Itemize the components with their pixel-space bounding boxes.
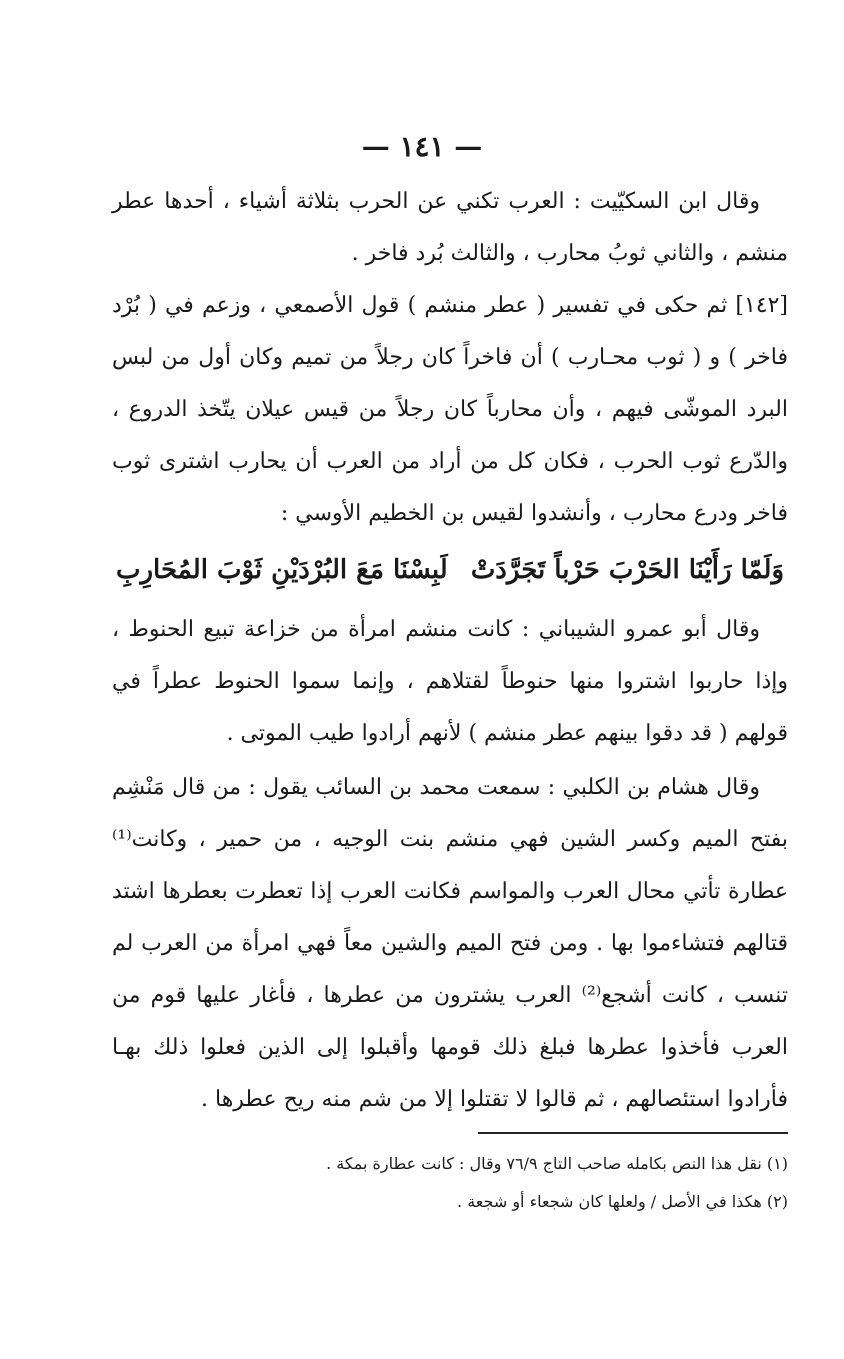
paragraph-3-block [112, 604, 788, 760]
paragraph-ibn-al-sikkit: وقال ابن السكيّيت : العرب تكني عن الحرب بثلاثة أشياء ، أحدها عطر منشم ، والثاني ثوبُ محارب ، والثالث بُرد فاخر . [112, 189, 788, 266]
paragraph-1-block [112, 176, 788, 280]
paragraph-4-block [112, 762, 788, 1126]
poetry-verse [112, 540, 788, 600]
verse-second-hemistich: لَبِسْنَا مَعَ البُرْدَيْنِ ثَوْبَ المُحَارِبِ [116, 555, 448, 585]
footnote-1: (١) نقل هذا النص بكامله صاحب التاج ٧٦/٩ وقال : كانت عطارة بمكة . [326, 1154, 788, 1173]
footnote-2: (٢) هكذا في الأصل / ولعلها كان شجعاء أو شجعة . [457, 1192, 788, 1211]
verse-block [112, 540, 788, 600]
verse-first-hemistich: وَلَمّا رَأَيْنَا الحَرْبَ حَرْباً تَجَرَّدَتْ [470, 555, 784, 585]
paragraph-hisham: وقال هشام بن الكلبي : سمعت محمد بن السائب يقول : من قال مَنْشِم بفتح الميم وكسر الشين فهي منشم بنت الوجيه ، من حمير ، وكانت⁽¹⁾ عطارة تأتي محال العرب والمواسم فكانت العرب إذا تعطرت بعطرها اشتد قتالهم فتشاءموا بها . ومن فتح الميم والشين معاً فهي امرأة من العرب لم تنسب ، كانت أشجع⁽²⁾ العرب يشترون من عطرها ، فأغار عليها قوم من العرب فأخذوا عطرها فبلغ ذلك قومها وأقبلوا إلى الذين فعلوا ذلك بهـا فأرادوا استئصالهم ، ثم قالوا لا تقتلوا إلا من شم منه ريح عطرها . [112, 775, 788, 1112]
footnote-divider [478, 1132, 788, 1134]
paragraph-142-asmai: [١٤٢] ثم حكى في تفسير ( عطر منشم ) قول الأصمعي ، وزعم في ( بُرْد فاخر ) و ( ثوب محـارب ) أن فاخراً كان رجلاً من تميم وكان أول من لبس البرد الموشّى فيهم ، وأن محارباً كان رجلاً من قيس عيلان يتّخذ الدروع ، والدّرع ثوب الحرب ، فكان كل من أراد من العرب أن يحارب اشترى ثوب فاخر ودرع محارب ، وأنشدوا لقيس بن الخطيم الأوسي : [112, 293, 788, 526]
paragraph-abu-amr: وقال أبو عمرو الشيباني : كانت منشم امرأة من خزاعة تبيع الحنوط ، وإذا حاربوا اشتروا منها حنوطاً لقتلاهم ، وإنما سموا الحنوط عطراً في قولهم ( قد دقوا بينهم عطر منشم ) لأنهم أرادوا طيب الموتى . [112, 617, 788, 746]
paragraph-2-block [112, 280, 788, 540]
page-number: — ١٤١ — [361, 130, 483, 163]
footnotes [112, 1145, 788, 1221]
